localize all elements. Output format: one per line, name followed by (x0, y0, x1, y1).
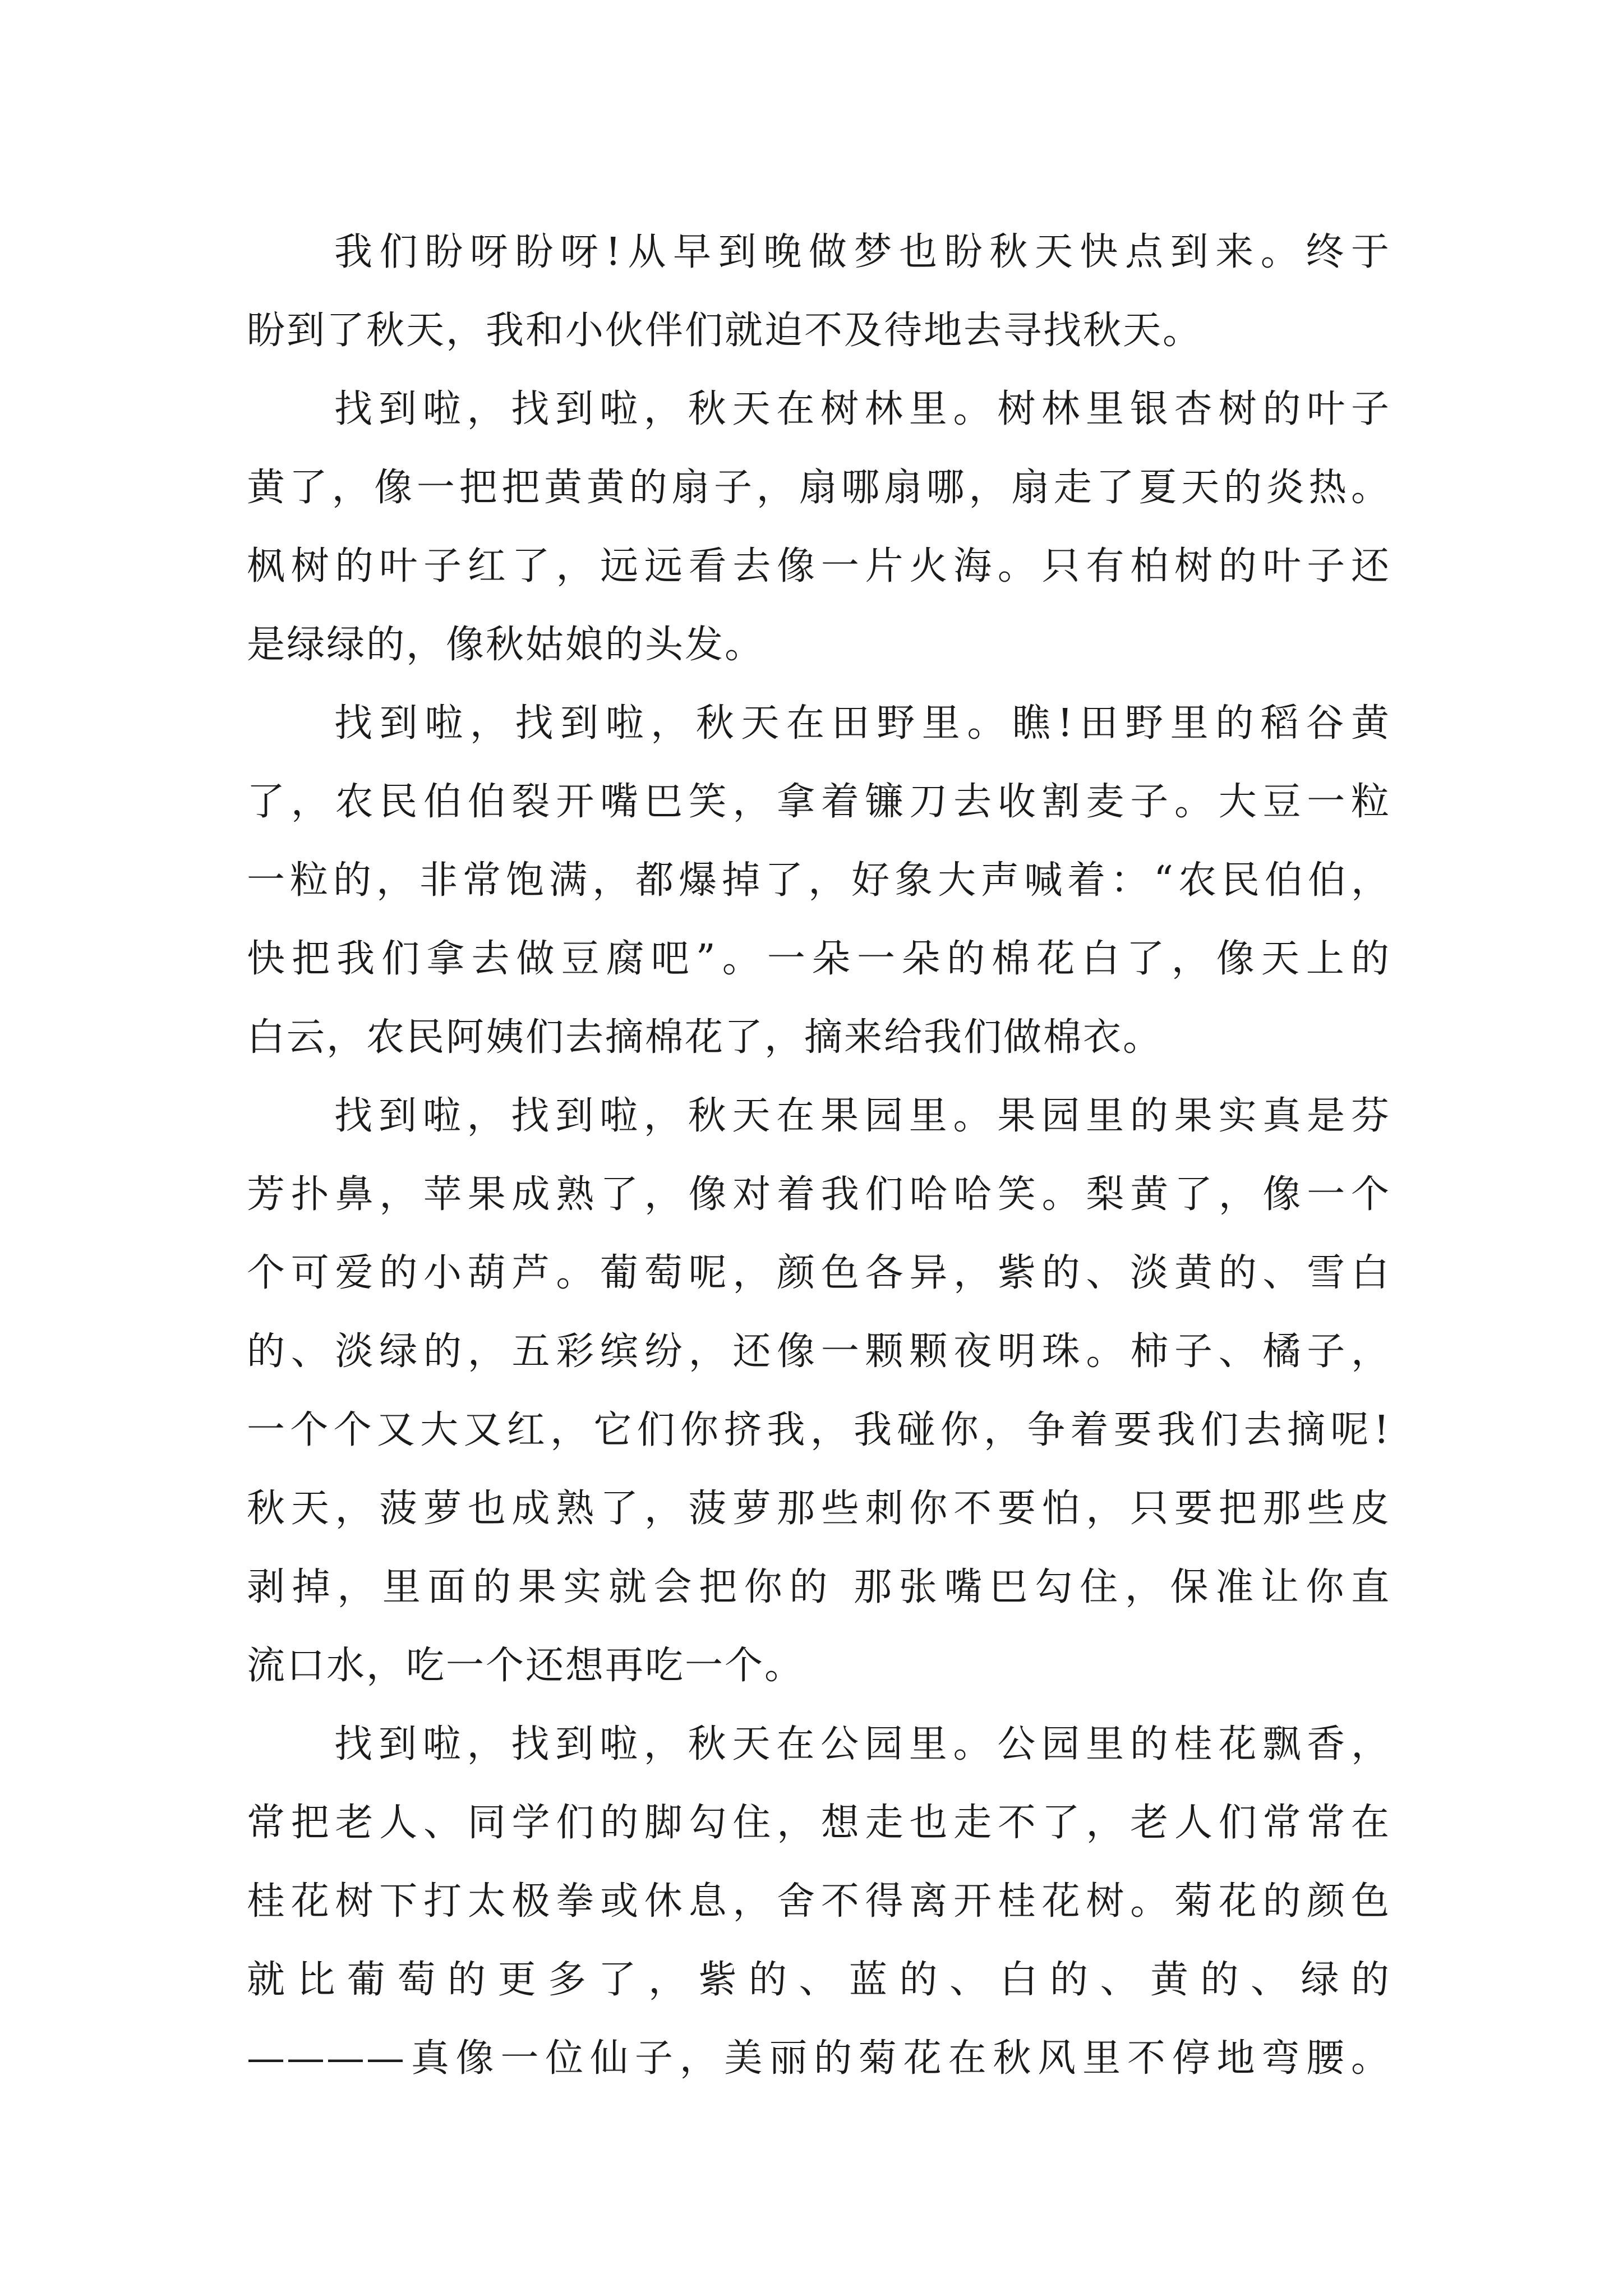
text-line: 常把老人、同学们的脚勾住，想走也走不了，老人们常常在 (247, 1801, 1391, 1845)
text-line: 是绿绿的，像秋姑娘的头发。 (247, 623, 765, 667)
paragraph-3 (247, 684, 1391, 1077)
text-line: 快把我们拿去做豆腐吧”。一朵一朵的棉花白了，像天上的 (247, 937, 1391, 981)
text-line: 我们盼呀盼呀!从早到晚做梦也盼秋天快点到来。终于 (334, 230, 1391, 274)
text-line: 白云，农民阿姨们去摘棉花了，摘来给我们做棉衣。 (247, 1015, 1163, 1060)
paragraph-1 (247, 213, 1391, 370)
text-line: ————真像一位仙子，美丽的菊花在秋风里不停地弯腰。 (247, 2036, 1391, 2081)
text-line: 就比葡萄的更多了，紫的、蓝的、白的、黄的、绿的 (247, 1958, 1391, 2002)
text-line: 流口水，吃一个还想再吃一个。 (247, 1644, 805, 1688)
paragraph-4 (247, 1077, 1391, 1705)
text-line: 个可爱的小葫芦。葡萄呢，颜色各异，紫的、淡黄的、雪白 (247, 1251, 1391, 1295)
text-line: 黄了，像一把把黄黄的扇子，扇哪扇哪，扇走了夏天的炎热。 (247, 466, 1391, 510)
text-line: 找到啦，找到啦，秋天在田野里。瞧!田野里的稻谷黄 (334, 701, 1391, 746)
text-line: 了，农民伯伯裂开嘴巴笑，拿着镰刀去收割麦子。大豆一粒 (247, 780, 1391, 824)
text-line: 枫树的叶子红了，远远看去像一片火海。只有柏树的叶子还 (247, 544, 1391, 588)
text-line: 剥掉，里面的果实就会把你的 那张嘴巴勾住，保准让你直 (247, 1565, 1391, 1609)
paragraph-2 (247, 370, 1391, 684)
text-line: 一粒的，非常饱满，都爆掉了，好象大声喊着：“农民伯伯， (247, 858, 1391, 903)
text-line: 秋天，菠萝也成熟了，菠萝那些刺你不要怕，只要把那些皮 (247, 1487, 1391, 1531)
document-body (247, 213, 1391, 2098)
text-line: 盼到了秋天，我和小伙伴们就迫不及待地去寻找秋天。 (247, 309, 1203, 353)
text-line: 的、淡绿的，五彩缤纷，还像一颗颗夜明珠。柿子、橘子， (247, 1329, 1391, 1374)
text-line: 一个个又大又红，它们你挤我，我碰你，争着要我们去摘呢! (247, 1408, 1391, 1452)
text-line: 芳扑鼻，苹果成熟了，像对着我们哈哈笑。梨黄了，像一个 (247, 1172, 1391, 1217)
text-line: 找到啦，找到啦，秋天在公园里。公园里的桂花飘香， (334, 1722, 1391, 1766)
text-line: 找到啦，找到啦，秋天在果园里。果园里的果实真是芬 (334, 1094, 1391, 1138)
text-line: 找到啦，找到啦，秋天在树林里。树林里银杏树的叶子 (334, 387, 1391, 431)
paragraph-5 (247, 1705, 1391, 2098)
text-line: 桂花树下打太极拳或休息，舍不得离开桂花树。菊花的颜色 (247, 1879, 1391, 1924)
